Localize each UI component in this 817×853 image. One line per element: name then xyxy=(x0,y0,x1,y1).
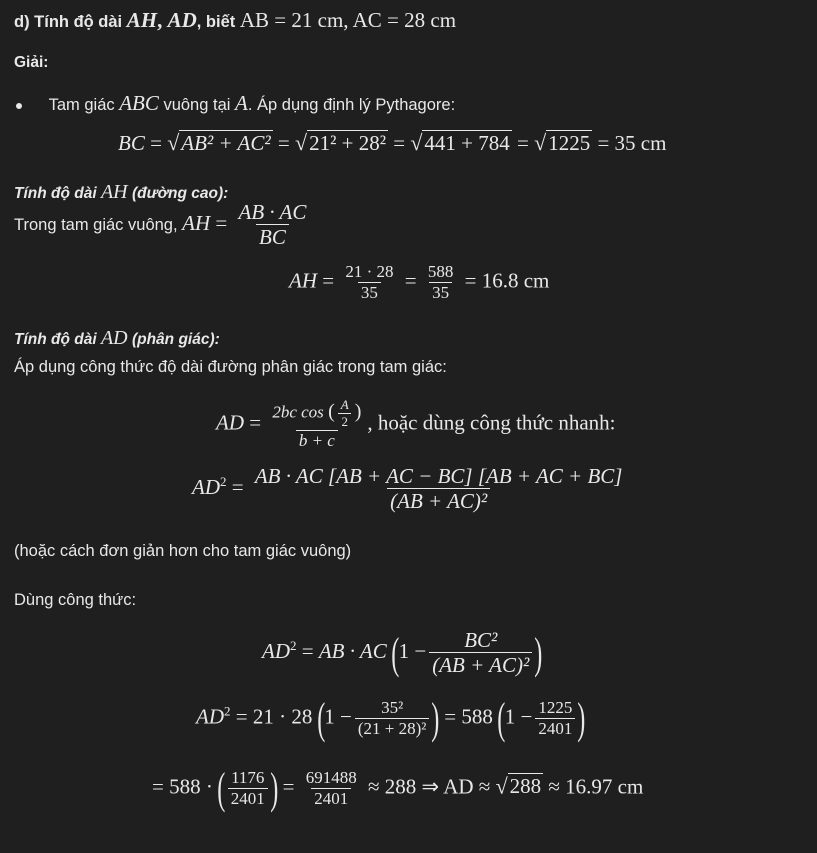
ad-f1-lhs: AD xyxy=(216,410,244,435)
bc-equation: BC = √AB² + AC² = √21² + 28² = √441 + 784 = √1225 = 35 cm xyxy=(118,130,667,155)
ad-c2-approx: ≈ 288 ⇒ AD ≈ xyxy=(368,774,491,799)
ad-c2-num-2: 691488 xyxy=(305,768,357,787)
ah-calc-num-2: 588 xyxy=(427,262,454,281)
ad-c1-one-2: 1 − xyxy=(504,704,533,729)
giai-label: Giải: xyxy=(14,54,49,71)
ad-f1-num: 2bc cos xyxy=(272,402,324,422)
ad-f3-lhs: AD xyxy=(262,638,290,663)
ah-calc-result: 16.8 cm xyxy=(481,268,550,293)
ad-c1-lhs: AD xyxy=(196,704,224,729)
ad-c2-result: ≈ 16.97 cm xyxy=(548,774,644,799)
bullet-var-2: A xyxy=(235,91,248,115)
heading-var-ah: AH xyxy=(126,8,158,32)
ad-f1-angle-den: 2 xyxy=(338,413,351,430)
ah-title-suffix: (đường cao): xyxy=(127,185,229,202)
heading-text: d) Tính độ dài xyxy=(14,13,127,31)
ah-calc-den-2: 35 xyxy=(429,282,452,303)
bullet-text-2: vuông tại xyxy=(158,96,236,114)
ad-calculation-2: = 588 · ( $\frac{1176}{2401}$ ) = $\frac{691488}{2401}$ ≈ 288 ⇒ AD ≈ √288 ≈ 16.97 cm xyxy=(152,763,644,813)
ad-f3-mid: AB · AC xyxy=(318,638,387,663)
ah-title-var: AH xyxy=(100,181,128,203)
ad-f1-tail: , hoặc dùng công thức nhanh: xyxy=(367,410,616,435)
ad-f3-den: (AB + AC)² xyxy=(429,652,532,678)
section-heading: d) Tính độ dài AH, AD, biết AB = 21 cm, AC = 28 cm xyxy=(14,8,457,32)
bullet-var: ABC xyxy=(119,91,159,115)
ah-intro: Trong tam giác vuông, xyxy=(14,216,183,235)
ah-calc-den-1: 35 xyxy=(358,282,381,303)
ad-f1-den: b + c xyxy=(296,430,338,451)
ad-formula-3: $AD^2$ = AB · AC (1 − $\frac{\text{BC²}}{\text{(AB + AC)²}}$ ) xyxy=(262,628,543,678)
heading-condition: AB = 21 cm, AC = 28 cm xyxy=(239,8,457,32)
ad-f3-num: BC² xyxy=(464,628,498,652)
ad-c1-num: 35² xyxy=(381,698,404,717)
bc-root-3: 441 + 784 xyxy=(424,131,510,155)
ad-intro: Áp dụng công thức độ dài đường phân giác trong tam giác: xyxy=(14,358,447,376)
ad-c1-one: 1 − xyxy=(324,704,352,729)
ad-c2-pre: = 588 · xyxy=(152,774,213,799)
ad-formula-1: AD = 2bc cos ( $\frac{A}{2}$ ) b + c , hoặc dùng công thức nhanh: xyxy=(216,397,616,450)
simpler-note: (hoặc cách đơn giản hơn cho tam giác vuông) xyxy=(14,542,352,560)
ad-c2-num: 1176 xyxy=(231,768,265,787)
ad-c2-den: 2401 xyxy=(228,788,268,809)
ah-calc-lhs: AH xyxy=(289,268,317,293)
bc-result: 35 cm xyxy=(614,131,667,155)
ad-calculation-1: $AD^2 = 21 \cdot 28$ (1 − $\frac{\text{35²}}{\text{(21 + 28)²}}$ ) = 588 (1 − $\frac{1225}{2401}$ ) xyxy=(196,693,586,743)
ad-c1-den-2: 2401 xyxy=(535,718,575,739)
ad-section-title xyxy=(14,327,220,350)
heading-mid: , biết xyxy=(196,13,240,31)
ad-c2-den-2: 2401 xyxy=(311,788,351,809)
bc-root-4: 1225 xyxy=(548,131,591,155)
bullet-item xyxy=(16,91,455,116)
ad-f2-den: (AB + AC)² xyxy=(387,488,490,514)
bullet-dot xyxy=(16,103,22,109)
ah-title-prefix: Tính độ dài xyxy=(14,185,101,202)
ad-f2-lhs: AD xyxy=(192,474,220,499)
ad-c2-sqrt: 288 xyxy=(509,774,542,799)
ah-numerator: AB · AC xyxy=(238,200,307,224)
ah-lhs: AH xyxy=(182,210,211,235)
ah-calculation: AH = $\frac{21 \cdot 28}{35}$ = $\frac{588}{35}$ = 16.8 cm xyxy=(289,262,550,302)
ah-calc-num-1: 21 · 28 xyxy=(345,262,394,281)
use-formula-label: Dùng công thức: xyxy=(14,591,137,609)
ad-c1-eq: 588 xyxy=(461,704,493,729)
ad-title-var: AD xyxy=(100,327,128,349)
bullet-text-3: . Áp dụng định lý Pythagore: xyxy=(247,96,456,114)
ad-f3-one: 1 − xyxy=(398,638,427,663)
ad-title-prefix: Tính độ dài xyxy=(14,331,101,348)
ad-f2-num: AB · AC [AB + AC − BC] [AB + AC + BC] xyxy=(254,464,623,488)
bc-root-2: 21² + 28² xyxy=(309,131,386,155)
ah-denominator: BC xyxy=(256,224,289,250)
bc-root-1: AB² + AC² xyxy=(181,131,271,155)
ad-title-suffix: (phân giác): xyxy=(127,331,220,348)
ah-formula: Trong tam giác vuông, AH = $\frac{AB \cdot AC}{BC}$ xyxy=(14,200,312,250)
ad-f1-angle-num: A xyxy=(340,397,349,412)
heading-var-ad: AD xyxy=(167,8,197,32)
ad-formula-2: $AD^2$ = $\frac{AB \cdot AC [AB + AC - BC] [AB + AC + BC]}{\text{(AB + AC)²}}$ xyxy=(192,464,628,514)
ad-c1-num-2: 1225 xyxy=(538,698,573,717)
ad-c1-mid: 21 · 28 xyxy=(252,704,313,729)
bullet-text-1: Tam giác xyxy=(48,96,120,114)
bc-lhs: BC xyxy=(118,131,145,155)
ad-c1-den: (21 + 28)² xyxy=(355,718,430,739)
